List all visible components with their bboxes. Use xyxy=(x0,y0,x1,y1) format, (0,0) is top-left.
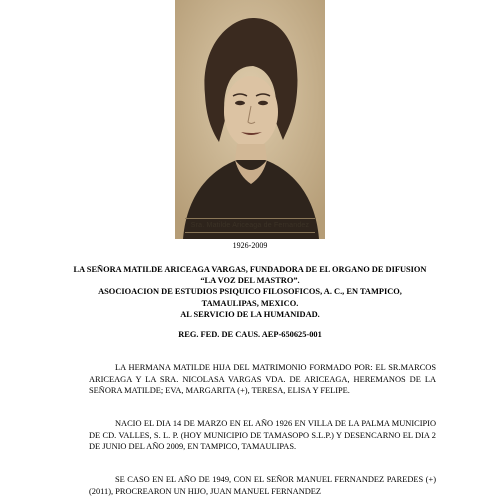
paragraph-birth-text: NACIO EL DIA 14 DE MARZO EN EL AÑO 1926 EN VILLA DE LA PALMA MUNICIPIO DE CD. VALLES, S. L. P. (HOY MUNICIPIO DE TAMASOPO S.L.P.) Y DESENCARNO EL DIA 2 DE JUNIO DEL AÑO 2009, EN TAMPICO, TAMAULIPAS. xyxy=(89,419,436,452)
heading-line-2: ASOCIOACION DE ESTUDIOS PSIQUICO FILOSOFICOS, A. C., EN TAMPICO, TAMAULIPAS, MEXICO. xyxy=(98,287,402,308)
paragraph-marriage-text: SE CASO EN EL AÑO DE 1949, CON EL SEÑOR MANUEL FERNANDEZ PAREDES (+) (2011), PROCREARON UN HIJO, JUAN MANUEL FERNANDEZ xyxy=(89,475,436,496)
photo-caption: Sra. Matilde Ariceaga de Fernandez xyxy=(185,218,315,233)
paragraph-parents-text: LA HERMANA MATILDE HIJA DEL MATRIMONIO FORMADO POR: EL SR.MARCOS ARICEAGA Y LA SRA. NICOLASA VARGAS VDA. DE ARICEAGA, HEREMANOS DE LA SEÑORA MATILDE; EVA, MARGARITA (+), TERESA, ELISA Y FELIPE. xyxy=(89,363,436,396)
paragraph-birth xyxy=(89,418,436,453)
registration-number: REG. FED. DE CAUS. AEP-650625-001 xyxy=(178,330,322,339)
document-heading xyxy=(70,264,430,320)
heading-line-3: AL SERVICIO DE LA HUMANIDAD. xyxy=(180,309,320,319)
paragraph-parents xyxy=(89,362,436,397)
portrait-image xyxy=(175,0,325,239)
portrait-photo xyxy=(175,0,325,239)
life-years: 1926-2009 xyxy=(232,241,268,250)
heading-line-1: LA SEÑORA MATILDE ARICEAGA VARGAS, FUNDADORA DE EL ORGANO DE DIFUSION “LA VOZ DEL MASTRO”. xyxy=(73,265,427,286)
paragraph-marriage xyxy=(89,474,436,497)
